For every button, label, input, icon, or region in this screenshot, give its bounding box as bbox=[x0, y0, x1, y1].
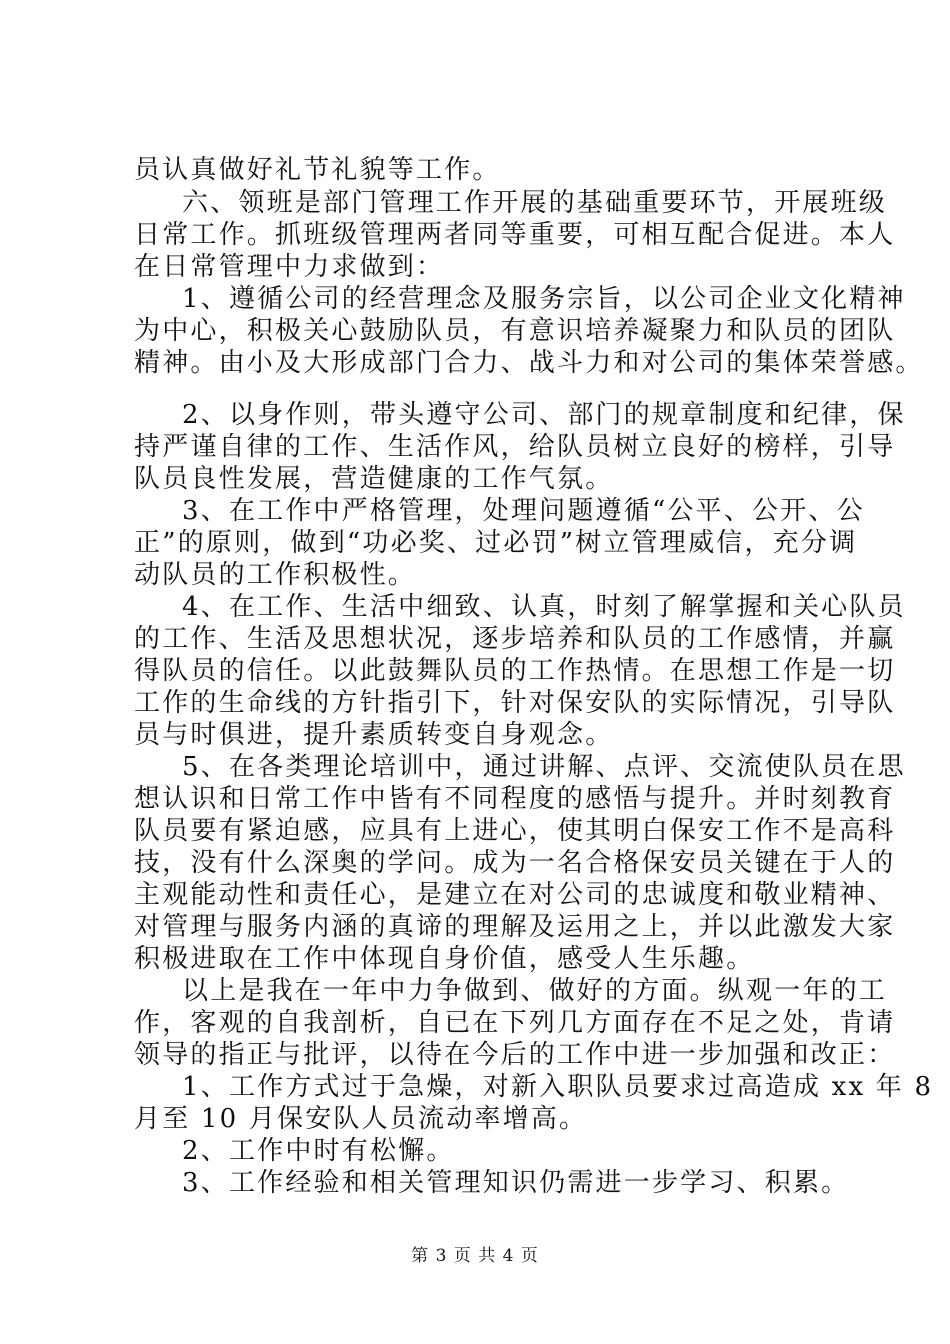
text-line: 工作的生命线的方针指引下，针对保安队的实际情况，引导队 bbox=[134, 688, 896, 718]
text-line: 1、工作方式过于急燥，对新入职队员要求过高造成 xx 年 8 bbox=[182, 1072, 934, 1102]
text-line: 六、领班是部门管理工作开展的基础重要环节，开展班级 bbox=[182, 188, 888, 218]
text-line: 对管理与服务内涵的真谛的理解及运用之上，并以此激发大家 bbox=[134, 912, 896, 942]
text-line: 队员要有紧迫感，应具有上进心，使其明白保安工作不是高科 bbox=[134, 816, 896, 846]
text-line: 为中心，积极关心鼓励队员，有意识培养凝聚力和队员的团队 bbox=[134, 316, 896, 346]
text-line: 想认识和日常工作中皆有不同程度的感悟与提升。并时刻教育 bbox=[134, 784, 896, 814]
text-line: 5、在各类理论培训中，通过讲解、点评、交流使队员在思 bbox=[182, 752, 906, 782]
text-line: 3、工作经验和相关管理知识仍需进一步学习、积累。 bbox=[182, 1168, 850, 1198]
page-number-footer: 第 3 页 共 4 页 bbox=[411, 1246, 539, 1266]
text-line: 持严谨自律的工作、生活作风，给队员树立良好的榜样，引导 bbox=[134, 432, 896, 462]
text-line: 3、在工作中严格管理，处理问题遵循“公平、公开、公 bbox=[182, 496, 865, 526]
text-line: 技，没有什么深奥的学问。成为一名合格保安员关键在于人的 bbox=[134, 848, 896, 878]
text-line: 在日常管理中力求做到： bbox=[134, 252, 445, 282]
text-line: 月至 10 月保安队人员流动率增高。 bbox=[134, 1104, 588, 1134]
text-line: 1、遵循公司的经营理念及服务宗旨，以公司企业文化精神 bbox=[182, 284, 906, 314]
text-line: 2、工作中时有松懈。 bbox=[182, 1136, 455, 1166]
text-line: 动队员的工作积极性。 bbox=[134, 560, 417, 590]
text-line: 主观能动性和责任心，是建立在对公司的忠诚度和敬业精神、 bbox=[134, 880, 896, 910]
text-line: 得队员的信任。以此鼓舞队员的工作热情。在思想工作是一切 bbox=[134, 656, 896, 686]
text-line: 4、在工作、生活中细致、认真，时刻了解掌握和关心队员 bbox=[182, 592, 906, 622]
text-line: 积极进取在工作中体现自身价值，感受人生乐趣。 bbox=[134, 944, 755, 974]
text-line: 员认真做好礼节礼貌等工作。 bbox=[134, 155, 501, 185]
text-line: 领导的指正与批评，以待在今后的工作中进一步加强和改正： bbox=[134, 1040, 896, 1070]
text-line: 队员良性发展，营造健康的工作气氛。 bbox=[134, 464, 614, 494]
text-line: 以上是我在一年中力争做到、做好的方面。纵观一年的工 bbox=[182, 976, 888, 1006]
text-line: 员与时俱进，提升素质转变自身观念。 bbox=[134, 720, 614, 750]
text-line: 的工作、生活及思想状况，逐步培养和队员的工作感情，并赢 bbox=[134, 624, 896, 654]
text-line: 日常工作。抓班级管理两者同等重要，可相互配合促进。本人 bbox=[134, 220, 896, 250]
text-line: 2、以身作则，带头遵守公司、部门的规章制度和纪律，保 bbox=[182, 400, 906, 430]
text-line: 正”的原则，做到“功必奖、过必罚”树立管理威信，充分调 bbox=[134, 528, 858, 558]
text-line: 精神。由小及大形成部门合力、战斗力和对公司的集体荣誉感。 bbox=[134, 348, 924, 378]
text-line: 作，客观的自我剖析，自已在下列几方面存在不足之处，肯请 bbox=[134, 1008, 896, 1038]
